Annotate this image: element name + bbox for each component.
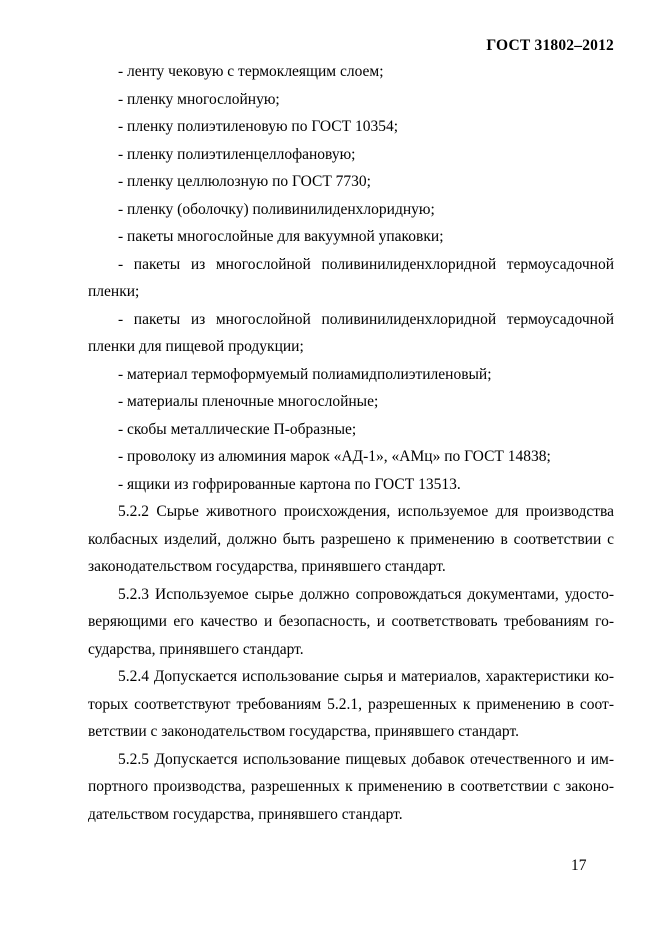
list-item: - материал термоформуемый полиамидполиэтиленовый; <box>118 365 492 383</box>
document-body <box>88 58 614 828</box>
paragraph-5-2-4-line: торых соответствуют требованиям 5.2.1, разрешенных к применению в соот- <box>88 695 614 713</box>
list-item: - пленку (оболочку) поливинилиденхлоридную; <box>118 200 435 218</box>
list-item: - скобы металлические П-образные; <box>118 420 357 438</box>
list-item: - материалы пленочные многослойные; <box>118 393 379 410</box>
list-item-line: пленки; <box>88 283 140 300</box>
document-header: ГОСТ 31802–2012 <box>486 37 614 54</box>
list-item: - ленту чековую с термоклеящим слоем; <box>118 63 384 80</box>
paragraph-5-2-5-line: портного производства, разрешенных к применению в соответствии с законо- <box>88 778 614 795</box>
paragraph-5-2-3-line: 5.2.3 Используемое сырье должно сопровождаться документами, удосто- <box>118 585 614 603</box>
list-item: - пленку целлюлозную по ГОСТ 7730; <box>118 173 371 190</box>
paragraph-5-2-2-line: законодательством государства, принявшего стандарт. <box>88 558 446 575</box>
list-item: - пленку полиэтиленцеллофановую; <box>118 145 356 163</box>
paragraph-5-2-4-line: ветствии с законодательством государства, принявшего стандарт. <box>88 723 519 740</box>
list-item: - пленку многослойную; <box>118 90 280 108</box>
list-item-line: - пакеты из многослойной поливинилиденхлоридной термоусадочной <box>118 255 614 273</box>
list-item: - пакеты многослойные для вакуумной упаковки; <box>118 228 444 245</box>
list-item: - проволоку из алюминия марок «АД-1», «АМц» по ГОСТ 14838; <box>118 448 551 465</box>
list-item-line: пленки для пищевой продукции; <box>88 338 304 355</box>
paragraph-5-2-5-line: дательством государства, принявшего стандарт. <box>88 805 403 823</box>
paragraph-5-2-3-line: сударства, принявшего стандарт. <box>88 640 304 658</box>
paragraph-5-2-4-line: 5.2.4 Допускается использование сырья и материалов, характеристики ко- <box>118 668 614 685</box>
paragraph-5-2-2-line: 5.2.2 Сырье животного происхождения, используемое для производства <box>118 503 614 520</box>
paragraph-5-2-3-line: веряющими его качество и безопасность, и соответствовать требованиям го- <box>88 613 614 630</box>
page-number: 17 <box>571 857 587 874</box>
list-item: - пленку полиэтиленовую по ГОСТ 10354; <box>118 118 399 135</box>
paragraph-5-2-5-line: 5.2.5 Допускается использование пищевых добавок отечественного и им- <box>118 750 614 768</box>
list-item: - ящики из гофрированные картона по ГОСТ 13513. <box>118 475 461 493</box>
paragraph-5-2-2-line: колбасных изделий, должно быть разрешено к применению в соответствии с <box>88 530 614 548</box>
list-item-line: - пакеты из многослойной поливинилиденхлоридной термоусадочной <box>118 310 614 328</box>
